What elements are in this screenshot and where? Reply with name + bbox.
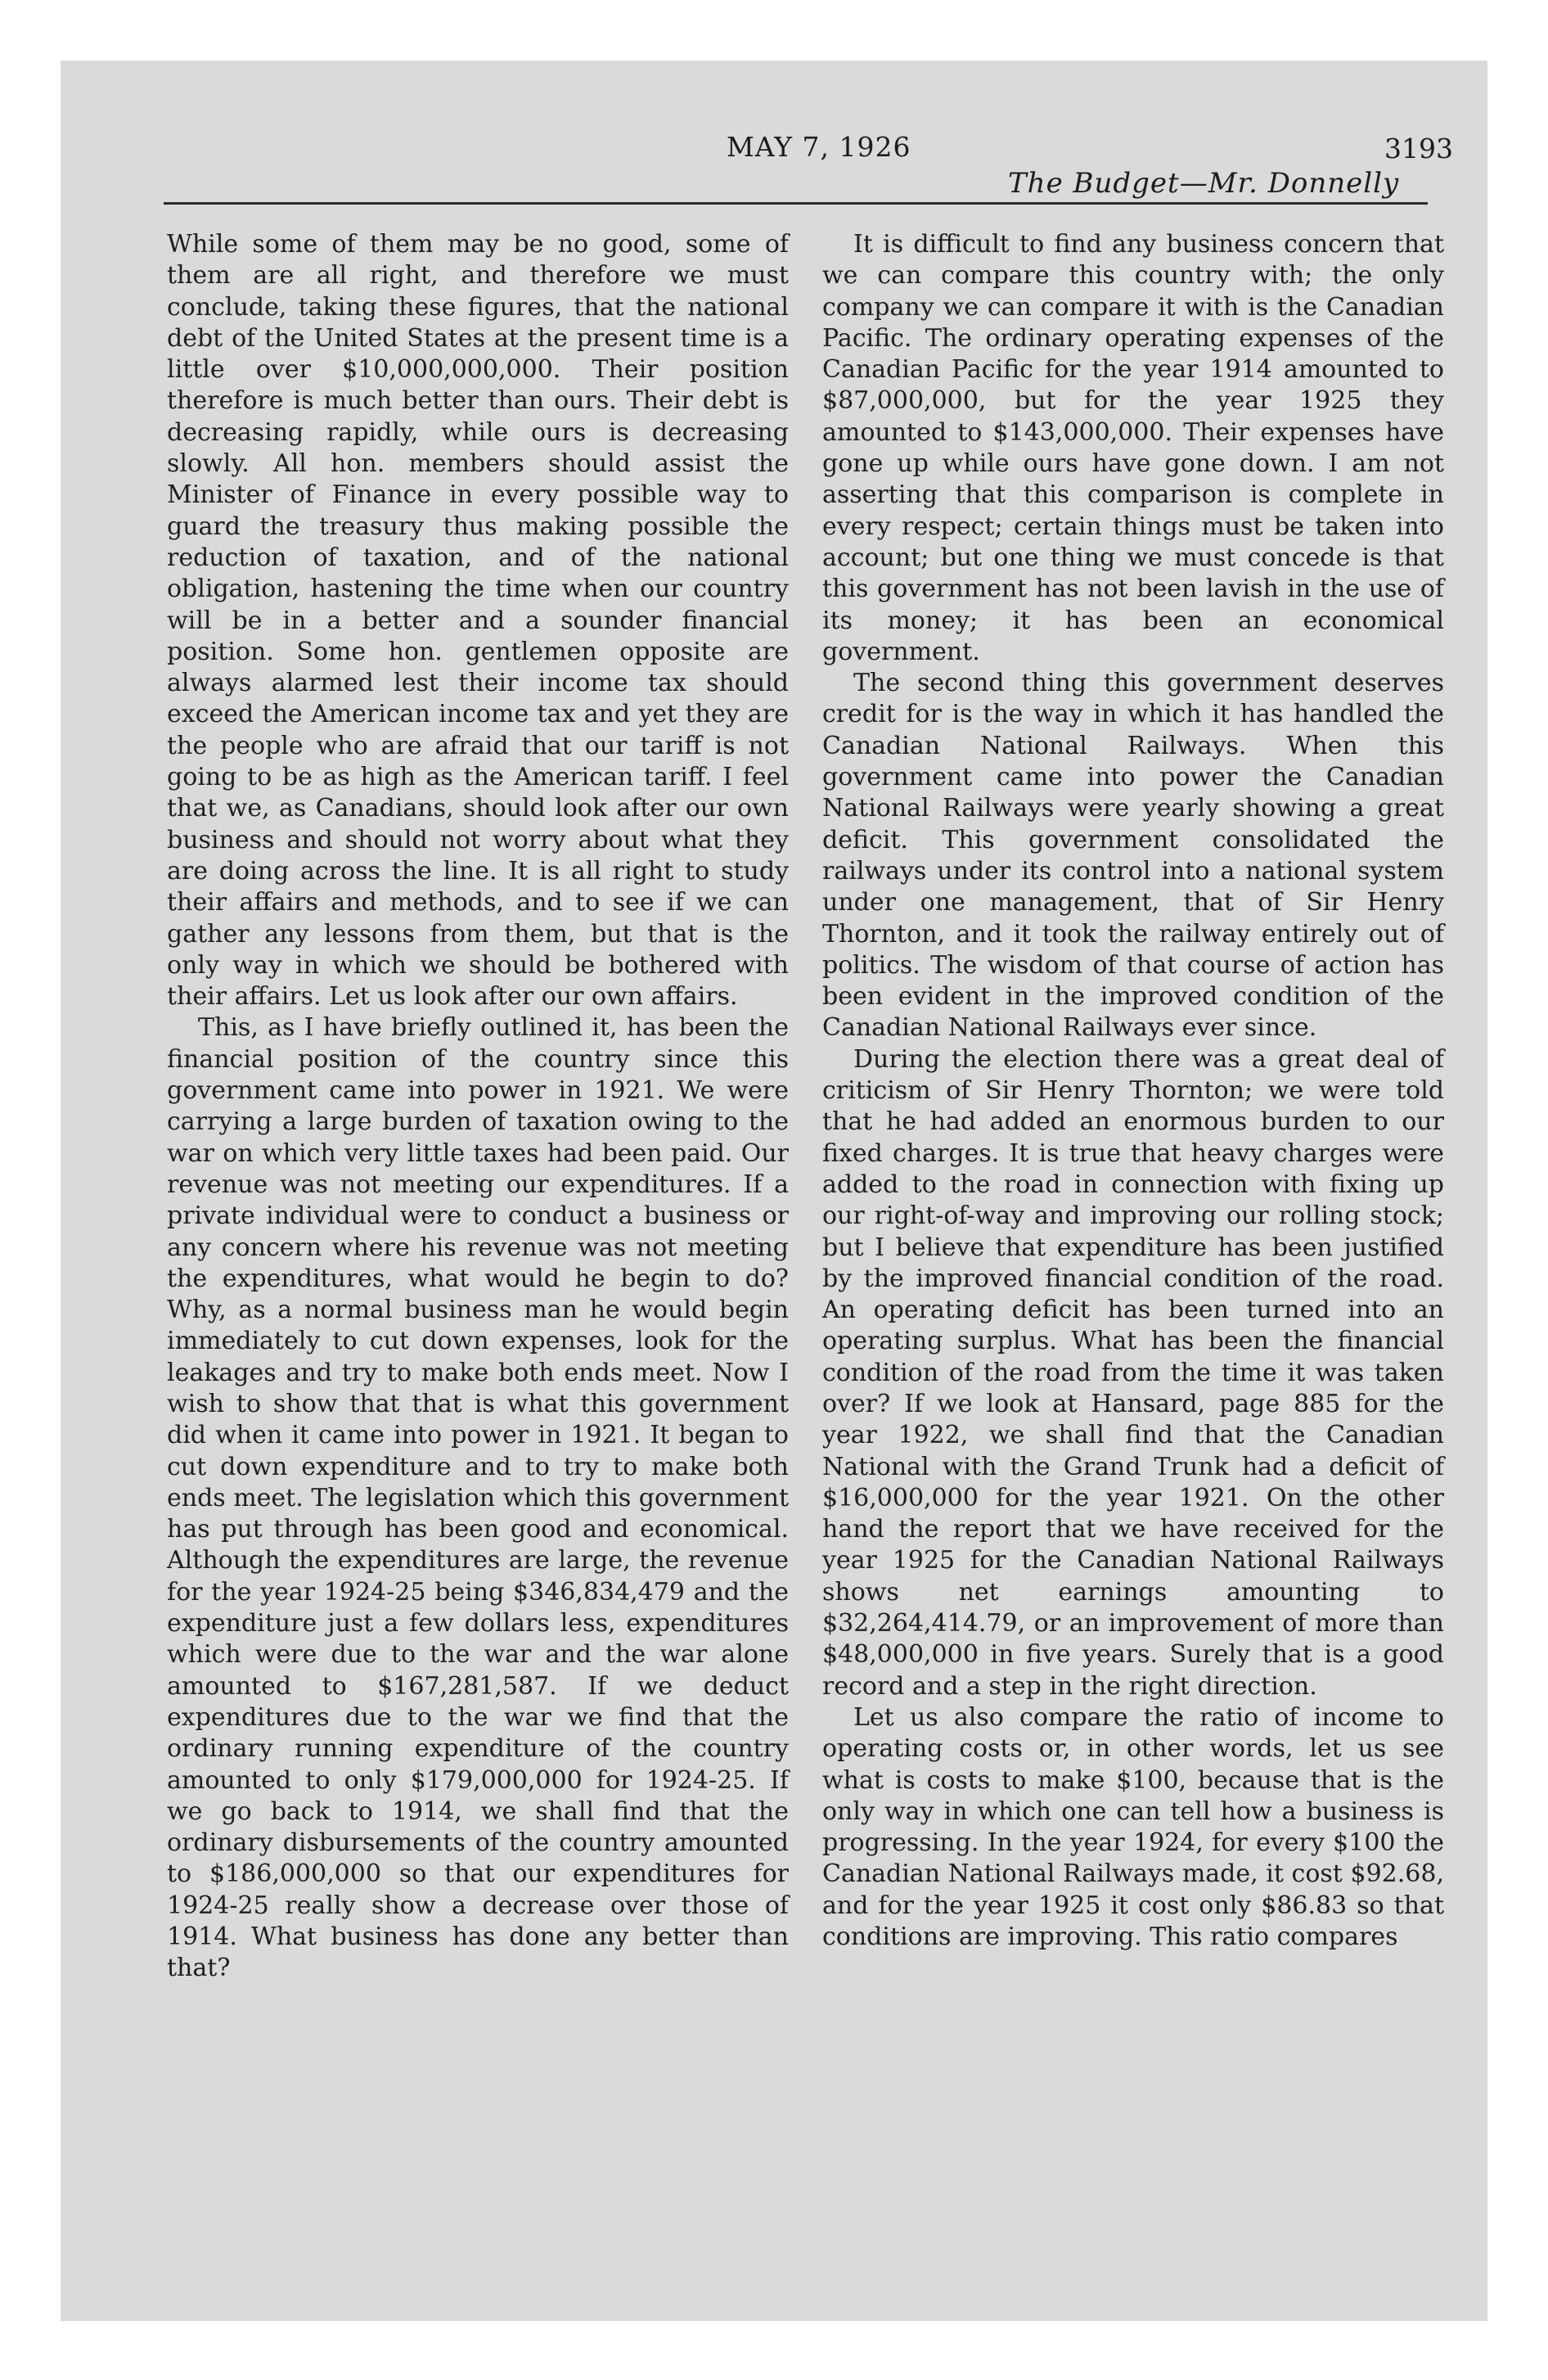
left-column [167, 229, 789, 1985]
paragraph: This, as I have briefly outlined it, has been the financial position of the country since this government came into power in 1921. We were carrying a large burden of taxation owing to the war on which very little taxes had been paid. Our revenue was not meeting our expenditures. If a private individual were to conduct a business or any concern where his revenue was not meeting the expenditures, what would he begin to do? Why, as a normal business man he would begin immediately to cut down expenses, look for the leakages and try to make both ends meet. Now I wish to show that that is what this government did when it came into power in 1921. It began to cut down expenditure and to try to make both ends meet. The legislation which this government has put through has been good and economical. Although the expenditures are large, the revenue for the year 1924-25 being $346,834,479 and the expenditure just a few dollars less, expenditures which were due to the war and the war alone amounted to $167,281,587. If we deduct expenditures due to the war we find that the ordinary running expenditure of the country amounted to only $179,000,000 for 1924-25. If we go back to 1914, we shall find that the ordinary disbursements of the country amounted to $186,000,000 so that our expenditures for 1924-25 really show a decrease over those of 1914. What business has done any better than that? [167, 1013, 789, 1983]
paragraph: It is difficult to find any business concern that we can compare this country with; the only company we can compare it with is the Canadian Pacific. The ordinary operating expenses of the Canadian Pacific for the year 1914 amounted to $87,000,000, but for the year 1925 they amounted to $143,000,000. Their expenses have gone up while ours have gone down. I am not asserting that this comparison is complete in every respect; certain things must be taken into account; but one thing we must concede is that this government has not been lavish in the use of its money; it has been an economical government. [822, 230, 1444, 666]
paragraph: The second thing this government deserves credit for is the way in which it has handled the Canadian National Railways. When this government came into power the Canadian National Railways were yearly showing a great deficit. This government consolidated the railways under its control into a national system under one management, that of Sir Henry Thornton, and it took the railway entirely out of politics. The wisdom of that course of action has been evident in the improved condition of the Canadian National Railways ever since. [822, 669, 1444, 1043]
header-rule [164, 202, 1428, 205]
header-date: MAY 7, 1926 [727, 131, 911, 163]
paragraph: While some of them may be no good, some of them are all right, and therefore we must conclude, taking these figures, that the national debt of the United States at the present time is a little over $10,000,000,000. Their position therefore is much better than ours. Their debt is decreasing rapidly, while ours is decreasing slowly. All hon. members should assist the Minister of Finance in every possible way to guard the treasury thus making possible the reduction of taxation, and of the national obligation, hastening the time when our country will be in a better and a sounder financial position. Some hon. gentlemen opposite are always alarmed lest their income tax should exceed the American income tax and yet they are the people who are afraid that our tariff is not going to be as high as the American tariff. I feel that we, as Canadians, should look after our own business and should not worry about what they are doing across the line. It is all right to study their affairs and methods, and to see if we can gather any lessons from them, but that is the only way in which we should be bothered with their affairs. Let us look after our own affairs. [167, 230, 789, 1012]
paragraph: During the election there was a great deal of criticism of Sir Henry Thornton; we were told that he had added an enormous burden to our fixed charges. It is true that heavy charges were added to the road in connection with fixing up our right-of-way and improving our rolling stock; but I believe that expenditure has been justified by the improved financial condition of the road. An operating deficit has been turned into an operating surplus. What has been the financial condition of the road from the time it was taken over? If we look at Hansard, page 885 for the year 1922, we shall find that the Canadian National with the Grand Trunk had a deficit of $16,000,000 for the year 1921. On the other hand the report that we have received for the year 1925 for the Canadian National Railways shows net earnings amounting to $32,264,414.79, or an improvement of more than $48,000,000 in five years. Surely that is a good record and a step in the right direction. [822, 1044, 1444, 1701]
paragraph: Let us also compare the ratio of income to operating costs or, in other words, let us see what is costs to make $100, because that is the only way in which one can tell how a business is progressing. In the year 1924, for every $100 the Canadian National Railways made, it cost $92.68, and for the year 1925 it cost only $86.83 so that conditions are improving. This ratio compares [822, 1702, 1444, 1952]
running-title: The Budget—Mr. Donnelly [1008, 167, 1400, 200]
page-number: 3193 [1384, 133, 1453, 165]
right-column [822, 229, 1444, 1953]
